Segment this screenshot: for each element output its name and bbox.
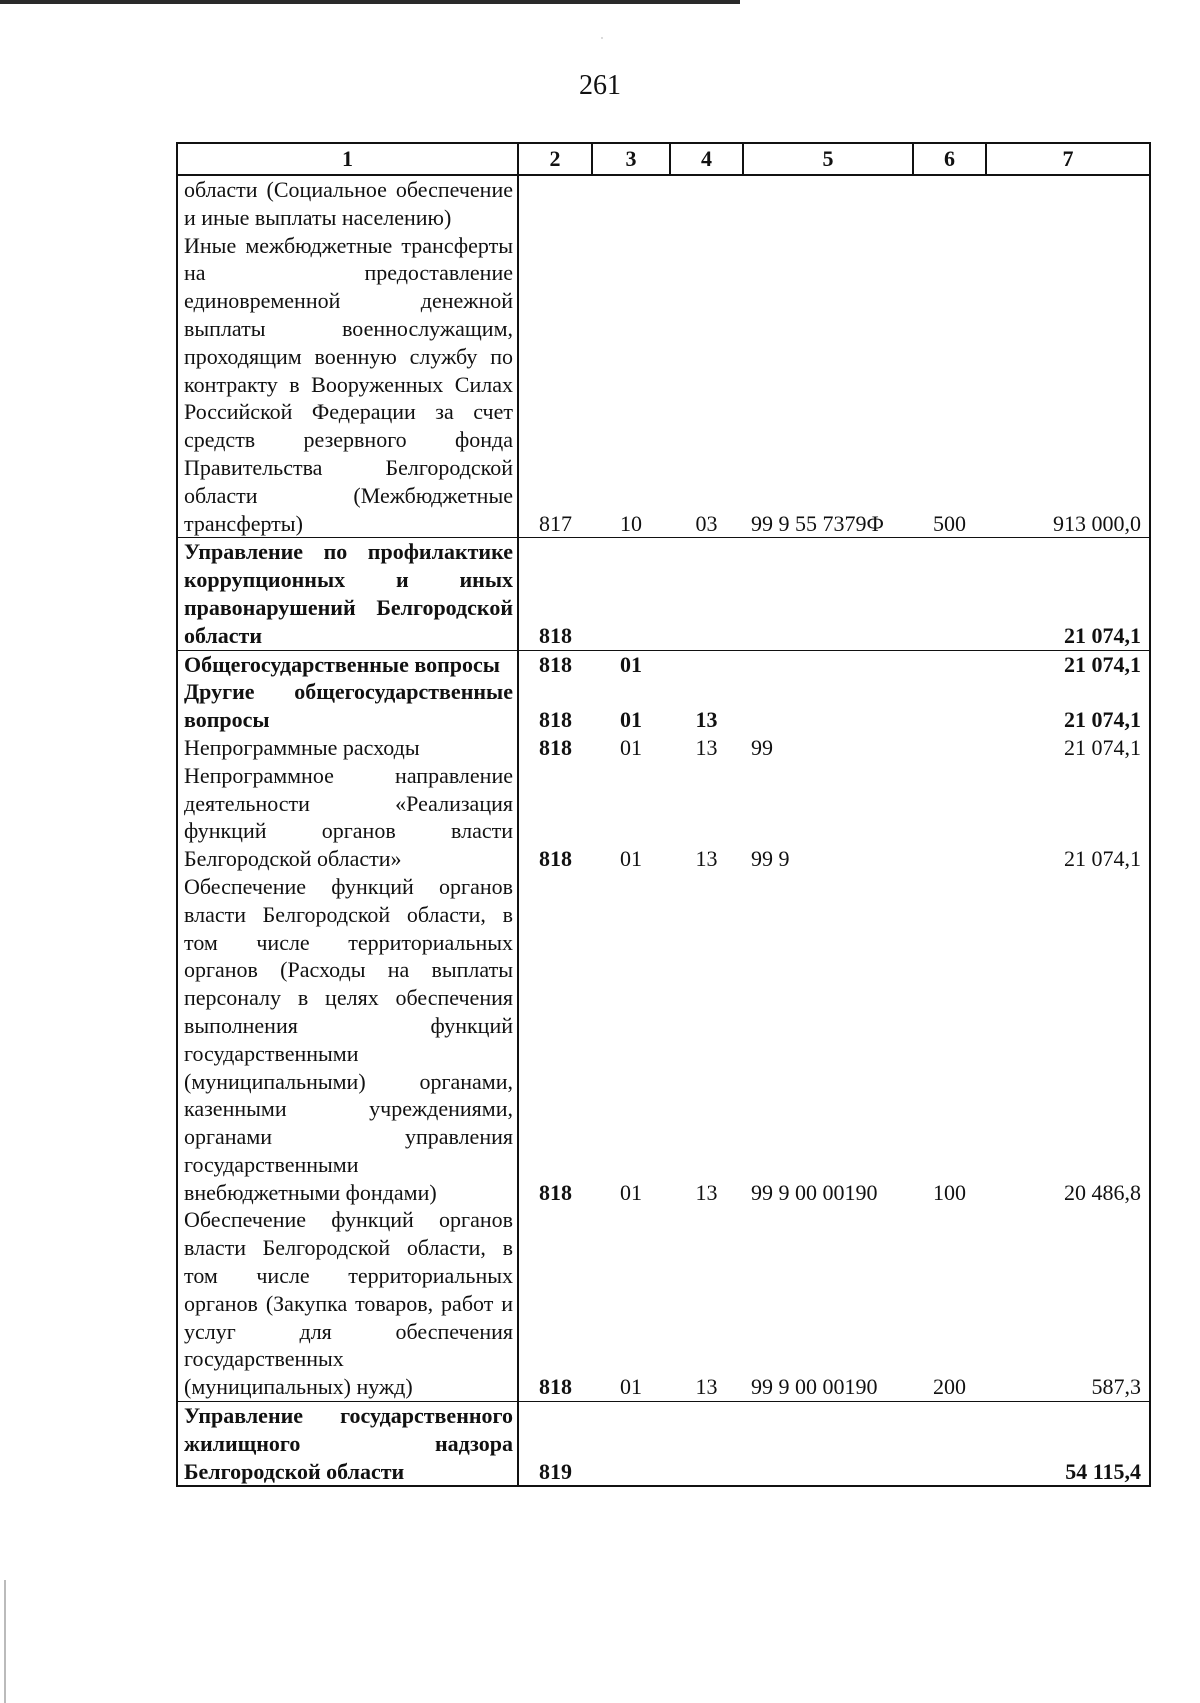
row-section-code: 01: [620, 734, 642, 760]
row-subsection-code: [670, 1402, 743, 1487]
row-amount: 21 074,1: [986, 762, 1150, 873]
table-row: [177, 1206, 1150, 1401]
page-number: 261: [579, 70, 621, 101]
row-amount: 21 074,1: [986, 650, 1150, 678]
header-col-7: 7: [986, 143, 1150, 175]
row-subsection-code: [670, 538, 743, 650]
table-row: [177, 734, 1150, 762]
row-section-code: 01: [592, 1206, 670, 1401]
row-ministry-code: [518, 175, 592, 232]
row-amount: [986, 175, 1150, 232]
row-ministry-code: 819: [518, 1402, 592, 1487]
row-ministry-code: 818: [539, 846, 572, 872]
row-section-code: 01: [620, 846, 642, 872]
row-section-code: [592, 175, 670, 232]
top-scan-rule: [0, 0, 740, 4]
header-col-3: 3: [592, 143, 670, 175]
row-ministry-code: 818: [518, 1206, 592, 1401]
row-expense-type: [913, 538, 986, 650]
row-amount: 913 000,0: [986, 232, 1150, 538]
table-row: [177, 232, 1150, 538]
row-expense-type: [913, 678, 986, 734]
header-col-2: 2: [518, 143, 592, 175]
row-section-code: 01: [620, 707, 642, 733]
row-amount: 21 074,1: [986, 538, 1150, 650]
row-section-code: 01: [620, 1179, 642, 1205]
table-row: [177, 538, 1150, 650]
row-expense-type: [913, 762, 986, 873]
row-amount: 587,3: [986, 1206, 1150, 1401]
row-target-article: [743, 650, 913, 678]
header-col-1: 1: [177, 143, 518, 175]
row-subsection-code: 13: [695, 734, 718, 760]
row-subsection-code: 03: [670, 232, 743, 538]
row-target-article: 99 9 00 00190: [743, 1206, 913, 1401]
row-amount: 21 074,1: [986, 734, 1150, 762]
row-section-code: [592, 538, 670, 650]
table-row: [177, 873, 1150, 1207]
row-target-article: [743, 175, 913, 232]
row-target-article: 99 9: [751, 846, 790, 872]
row-expense-type: 100: [933, 1179, 966, 1205]
row-target-article: 99 9 00 00190: [751, 1179, 878, 1205]
row-expense-type: [913, 1402, 986, 1487]
row-ministry-code: 818: [539, 707, 572, 733]
header-col-6: 6: [913, 143, 986, 175]
row-ministry-code: 817: [518, 232, 592, 538]
row-subsection-code: 13: [695, 707, 718, 733]
row-ministry-code: 818: [539, 651, 572, 677]
table-row: [177, 678, 1150, 734]
row-subsection-code: 13: [670, 1206, 743, 1401]
table-header-row: [177, 143, 1150, 175]
row-ministry-code: 818: [539, 1179, 572, 1205]
row-description: Другие общегосударственные вопросы: [177, 678, 518, 734]
row-description: Управление государственного жилищного надзора Белгородской области: [177, 1402, 518, 1487]
row-subsection-code: 13: [695, 846, 718, 872]
row-expense-type: 200: [913, 1206, 986, 1401]
row-target-article: 99: [751, 734, 773, 760]
row-section-code: 10: [592, 232, 670, 538]
row-target-article: [743, 678, 913, 734]
row-target-article: [743, 1402, 913, 1487]
row-subsection-code: [670, 650, 743, 678]
row-ministry-code: 818: [539, 734, 572, 760]
scan-margin-line: [4, 1580, 6, 1703]
table-row: [177, 175, 1150, 232]
row-amount: 20 486,8: [986, 873, 1150, 1207]
row-section-code: 01: [620, 651, 642, 677]
row-target-article: [743, 538, 913, 650]
row-amount: 21 074,1: [986, 678, 1150, 734]
header-col-4: 4: [670, 143, 743, 175]
table-row: [177, 762, 1150, 873]
table-row: [177, 650, 1150, 678]
header-col-5: 5: [743, 143, 913, 175]
budget-table: [176, 142, 1151, 1487]
row-description: Управление по профилактике коррупционных и иных правонарушений Белгородской области: [177, 538, 518, 650]
row-target-article: 99 9 55 7379Ф: [743, 232, 913, 538]
row-description: Обеспечение функций органов власти Белгородской области, в том числе территориальных органов (Расходы на выплаты персоналу в целях обеспечения выполнения функций государственными (муниципальными) органами, казенными учреждениями, органами управления государственными внебюджетными фондами): [177, 873, 518, 1207]
row-subsection-code: 13: [695, 1179, 718, 1205]
row-section-code: [592, 1402, 670, 1487]
row-description: Непрограммное направление деятельности «Реализация функций органов власти Белгородской области»: [177, 762, 518, 873]
row-expense-type: 500: [913, 232, 986, 538]
row-description: Иные межбюджетные трансферты на предоставление единовременной денежной выплаты военнослужащим, проходящим военную службу по контракту в Вооруженных Силах Российской Федерации за счет средств резервного фонда Правительства Белгородской области (Межбюджетные трансферты): [177, 232, 518, 538]
row-amount: 54 115,4: [986, 1402, 1150, 1487]
row-ministry-code: 818: [518, 538, 592, 650]
row-description: Общегосударственные вопросы: [177, 650, 518, 678]
row-description: Обеспечение функций органов власти Белгородской области, в том числе территориальных органов (Закупка товаров, работ и услуг для обеспечения государственных (муниципальных) нужд): [177, 1206, 518, 1401]
row-expense-type: [913, 734, 986, 762]
row-subsection-code: [670, 175, 743, 232]
row-expense-type: [913, 650, 986, 678]
row-expense-type: [913, 175, 986, 232]
row-description: области (Социальное обеспечение и иные выплаты населению): [177, 175, 518, 232]
table-row: [177, 1402, 1150, 1487]
row-description: Непрограммные расходы: [177, 734, 518, 762]
